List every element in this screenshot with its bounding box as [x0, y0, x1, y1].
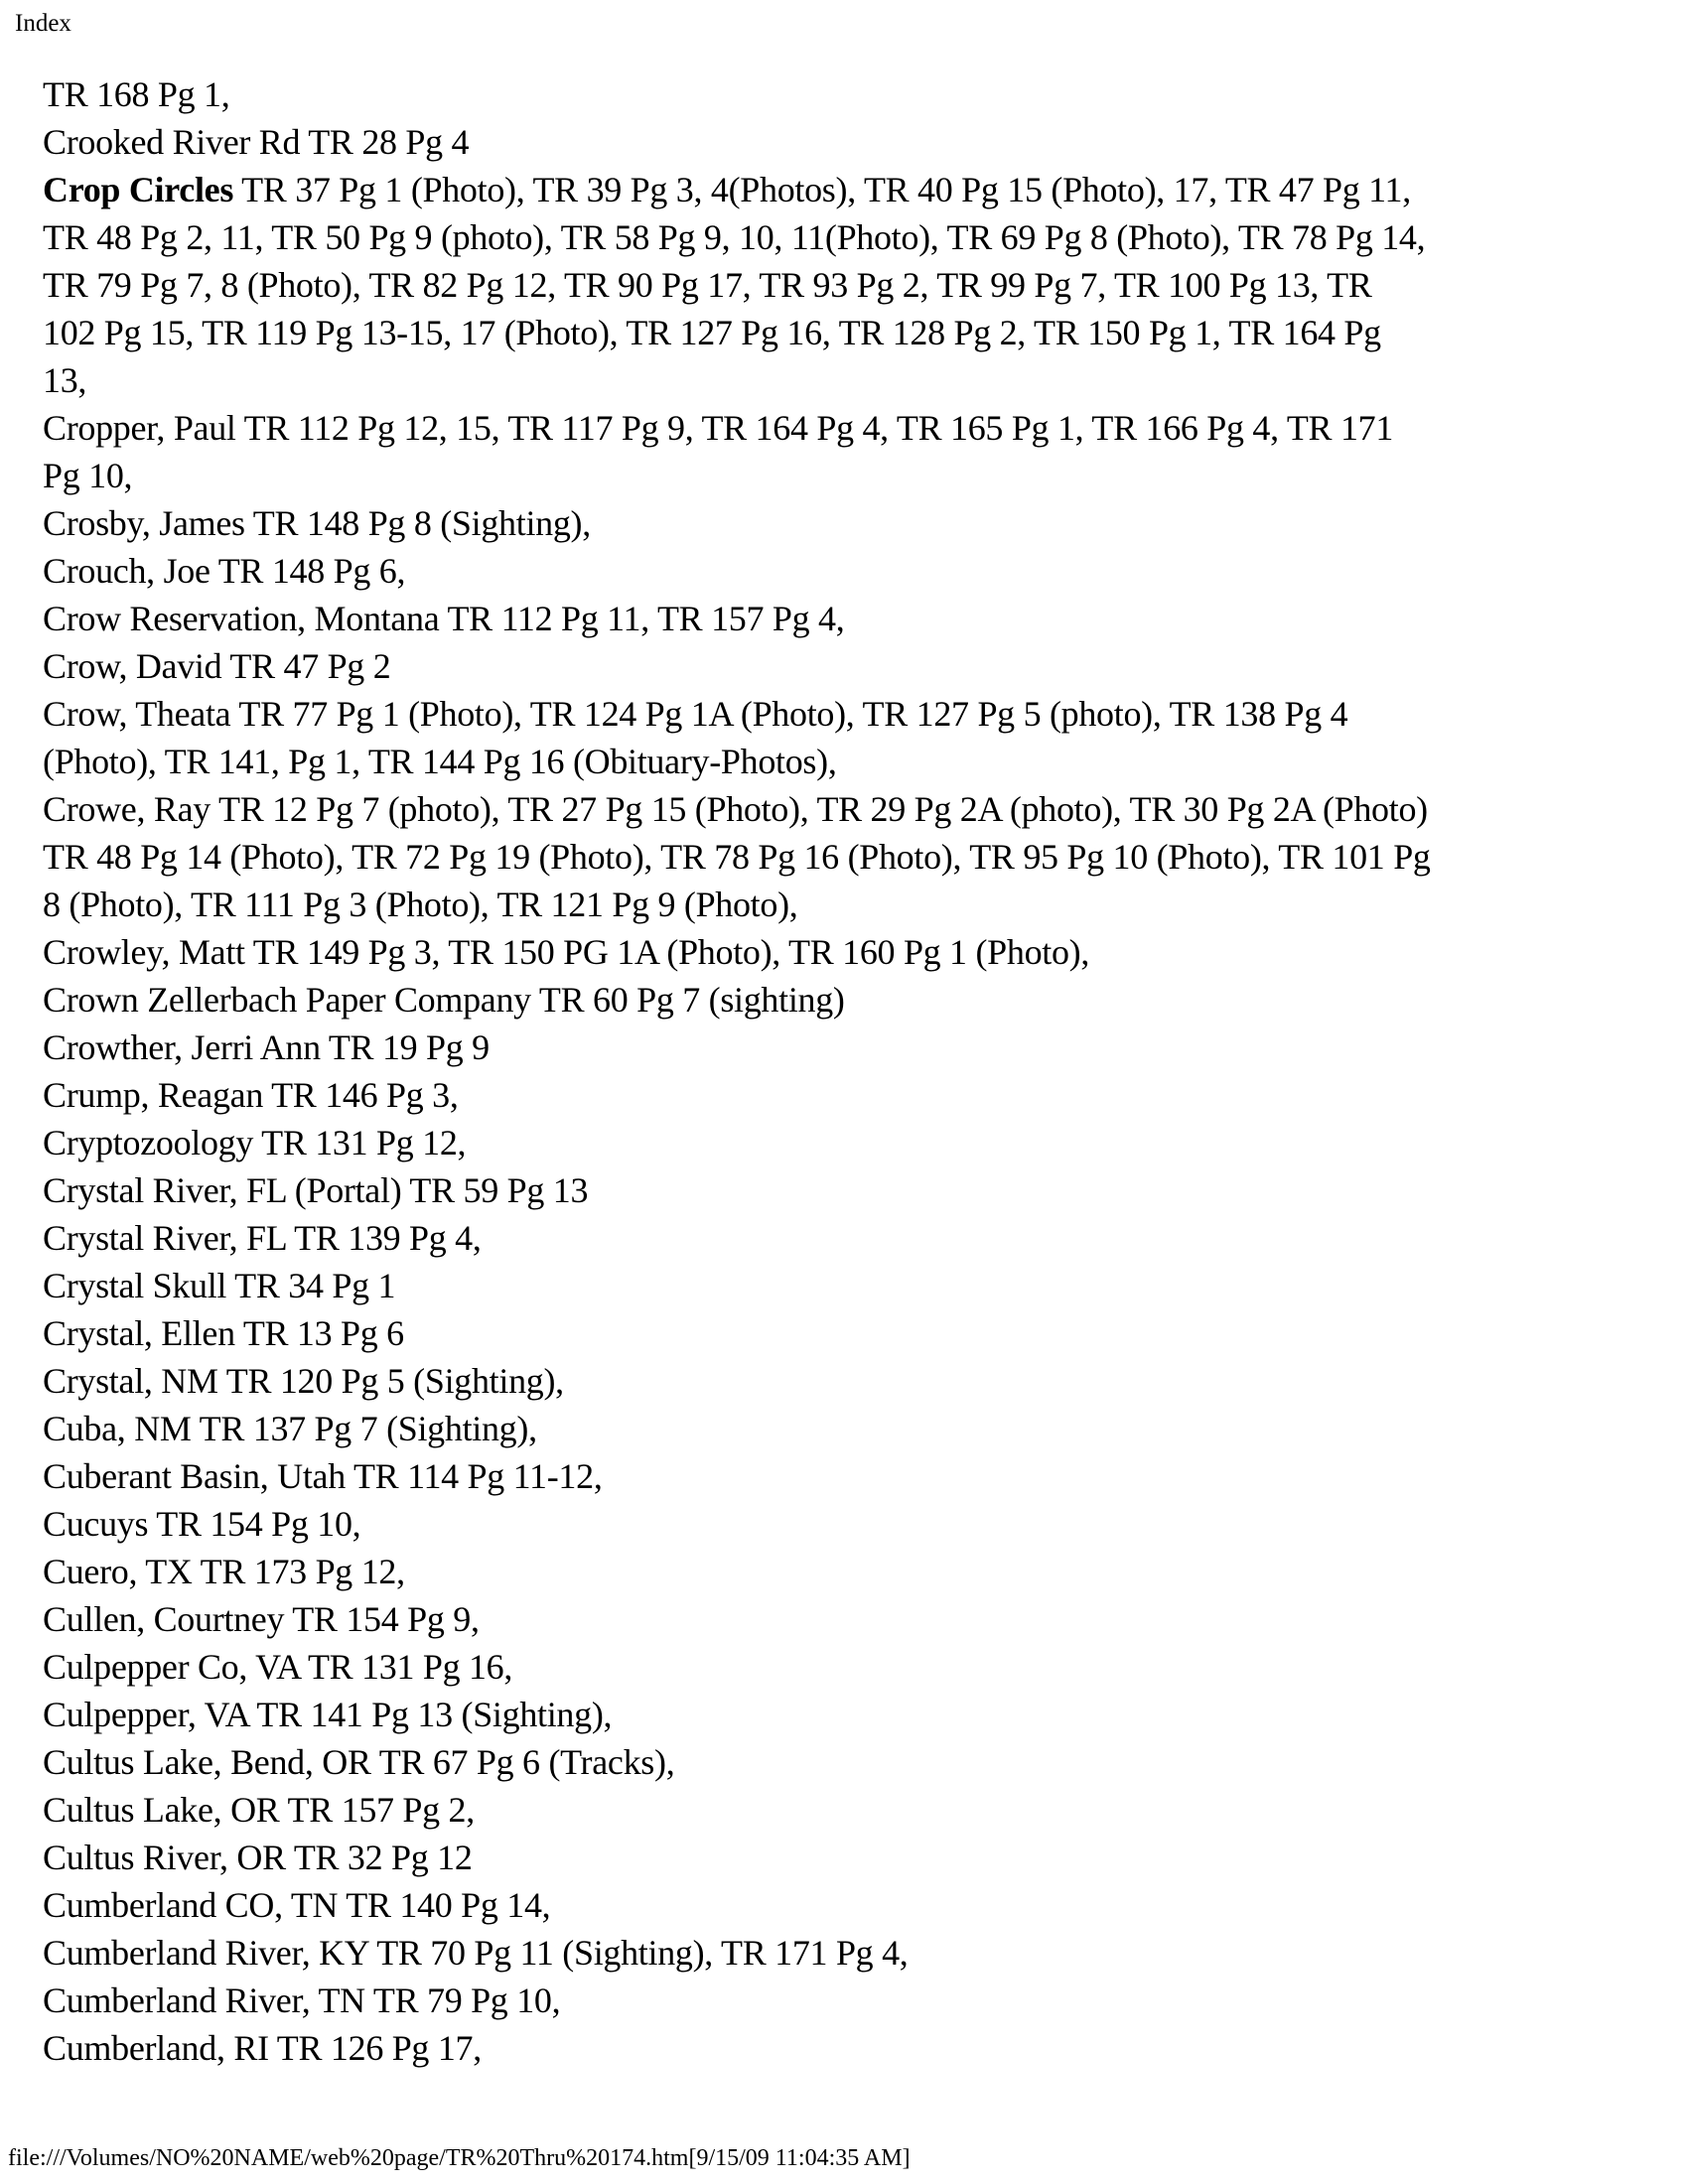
index-line	[43, 928, 1688, 976]
index-line-text: Culpepper Co, VA TR 131 Pg 16,	[43, 1647, 513, 1687]
index-line-text: Crouch, Joe TR 148 Pg 6,	[43, 551, 406, 591]
index-line	[43, 1119, 1688, 1166]
index-line	[43, 833, 1688, 881]
index-line	[43, 642, 1688, 690]
index-line	[43, 118, 1688, 166]
index-line-text: Crow, David TR 47 Pg 2	[43, 646, 391, 686]
index-line-text: Cumberland CO, TN TR 140 Pg 14,	[43, 1885, 551, 1925]
index-line-text: Cullen, Courtney TR 154 Pg 9,	[43, 1599, 480, 1639]
index-line	[43, 166, 1688, 213]
index-line-text: 102 Pg 15, TR 119 Pg 13-15, 17 (Photo), TR 127 Pg 16, TR 128 Pg 2, TR 150 Pg 1, TR 164 Pg	[43, 313, 1381, 352]
index-line	[43, 1500, 1688, 1548]
index-line-text: Crosby, James TR 148 Pg 8 (Sighting),	[43, 503, 591, 543]
index-line	[43, 1024, 1688, 1071]
index-line	[43, 261, 1688, 309]
index-line-text: TR 48 Pg 2, 11, TR 50 Pg 9 (photo), TR 58 Pg 9, 10, 11(Photo), TR 69 Pg 8 (Photo), TR 78 Pg 14,	[43, 217, 1426, 257]
index-line-text: Crystal, NM TR 120 Pg 5 (Sighting),	[43, 1361, 564, 1401]
index-line-text: Crystal River, FL (Portal) TR 59 Pg 13	[43, 1170, 589, 1210]
index-line-text: Cuero, TX TR 173 Pg 12,	[43, 1552, 405, 1591]
index-line	[43, 785, 1688, 833]
index-line-text: Cucuys TR 154 Pg 10,	[43, 1504, 361, 1544]
index-line	[43, 1548, 1688, 1595]
index-line	[43, 738, 1688, 785]
index-line	[43, 1071, 1688, 1119]
index-line	[43, 1214, 1688, 1262]
index-line	[43, 1357, 1688, 1405]
index-line-text: Cumberland River, KY TR 70 Pg 11 (Sighting), TR 171 Pg 4,	[43, 1933, 909, 1973]
index-line-text: Cryptozoology TR 131 Pg 12,	[43, 1123, 467, 1162]
index-line	[43, 1738, 1688, 1786]
index-line-text: Crowther, Jerri Ann TR 19 Pg 9	[43, 1027, 490, 1067]
index-line	[43, 595, 1688, 642]
index-line	[43, 1834, 1688, 1881]
index-line-text: Cumberland River, TN TR 79 Pg 10,	[43, 1980, 561, 2020]
index-line-text: Crystal Skull TR 34 Pg 1	[43, 1266, 396, 1305]
index-line-text: TR 79 Pg 7, 8 (Photo), TR 82 Pg 12, TR 90 Pg 17, TR 93 Pg 2, TR 99 Pg 7, TR 100 Pg 13, TR	[43, 265, 1372, 305]
index-line	[43, 1309, 1688, 1357]
index-line	[43, 1262, 1688, 1309]
index-line-text: Crystal, Ellen TR 13 Pg 6	[43, 1313, 404, 1353]
index-line-text: Crow Reservation, Montana TR 112 Pg 11, TR 157 Pg 4,	[43, 599, 845, 638]
index-line	[43, 404, 1688, 452]
index-line-text: TR 37 Pg 1 (Photo), TR 39 Pg 3, 4(Photos), TR 40 Pg 15 (Photo), 17, TR 47 Pg 11,	[233, 170, 1411, 209]
index-line-text: Cuba, NM TR 137 Pg 7 (Sighting),	[43, 1409, 537, 1448]
index-line-text: Cropper, Paul TR 112 Pg 12, 15, TR 117 Pg 9, TR 164 Pg 4, TR 165 Pg 1, TR 166 Pg 4, TR 171	[43, 408, 1394, 448]
index-line	[43, 547, 1688, 595]
index-line-text: Cumberland, RI TR 126 Pg 17,	[43, 2028, 482, 2068]
index-line-text: Cuberant Basin, Utah TR 114 Pg 11-12,	[43, 1456, 603, 1496]
index-line-text: Crump, Reagan TR 146 Pg 3,	[43, 1075, 459, 1115]
index-line	[43, 1881, 1688, 1929]
index-line	[43, 1166, 1688, 1214]
index-line	[43, 1786, 1688, 1834]
index-line	[43, 70, 1688, 118]
index-line-text: Crowe, Ray TR 12 Pg 7 (photo), TR 27 Pg 15 (Photo), TR 29 Pg 2A (photo), TR 30 Pg 2A (Photo)	[43, 789, 1428, 829]
index-line-text: TR 168 Pg 1,	[43, 74, 230, 114]
index-line-text: Pg 10,	[43, 456, 133, 495]
index-line	[43, 452, 1688, 499]
index-line-text: Cultus River, OR TR 32 Pg 12	[43, 1838, 473, 1877]
index-line	[43, 1691, 1688, 1738]
index-line-text: Cultus Lake, OR TR 157 Pg 2,	[43, 1790, 475, 1830]
index-line-text: TR 48 Pg 14 (Photo), TR 72 Pg 19 (Photo), TR 78 Pg 16 (Photo), TR 95 Pg 10 (Photo), TR 101 Pg	[43, 837, 1431, 877]
index-line	[43, 1405, 1688, 1452]
index-term-bold: Crop Circles	[43, 170, 234, 209]
file-path-footer: file:///Volumes/NO%20NAME/web%20page/TR%20Thru%20174.htm[9/15/09 11:04:35 AM]	[8, 2145, 911, 2171]
index-line	[43, 356, 1688, 404]
index-line-text: Crow, Theata TR 77 Pg 1 (Photo), TR 124 Pg 1A (Photo), TR 127 Pg 5 (photo), TR 138 Pg 4	[43, 694, 1348, 734]
index-line-text: Cultus Lake, Bend, OR TR 67 Pg 6 (Tracks),	[43, 1742, 675, 1782]
index-line	[43, 1643, 1688, 1691]
index-line	[43, 309, 1688, 356]
index-line	[43, 1452, 1688, 1500]
index-line-text: Crown Zellerbach Paper Company TR 60 Pg 7 (sighting)	[43, 980, 845, 1020]
index-line	[43, 213, 1688, 261]
index-line	[43, 976, 1688, 1024]
index-line-text: Crystal River, FL TR 139 Pg 4,	[43, 1218, 482, 1258]
index-line	[43, 1595, 1688, 1643]
page-title: Index	[15, 10, 71, 37]
index-line	[43, 2024, 1688, 2072]
index-line	[43, 499, 1688, 547]
index-line-text: 8 (Photo), TR 111 Pg 3 (Photo), TR 121 Pg 9 (Photo),	[43, 885, 798, 924]
index-line-text: Culpepper, VA TR 141 Pg 13 (Sighting),	[43, 1695, 613, 1734]
index-entry-list	[43, 70, 1688, 2072]
index-line	[43, 1929, 1688, 1977]
index-line-text: Crooked River Rd TR 28 Pg 4	[43, 122, 470, 162]
index-line-text: (Photo), TR 141, Pg 1, TR 144 Pg 16 (Obituary-Photos),	[43, 742, 837, 781]
index-line	[43, 881, 1688, 928]
index-line	[43, 1977, 1688, 2024]
index-line-text: 13,	[43, 360, 87, 400]
index-line	[43, 690, 1688, 738]
index-line-text: Crowley, Matt TR 149 Pg 3, TR 150 PG 1A (Photo), TR 160 Pg 1 (Photo),	[43, 932, 1090, 972]
